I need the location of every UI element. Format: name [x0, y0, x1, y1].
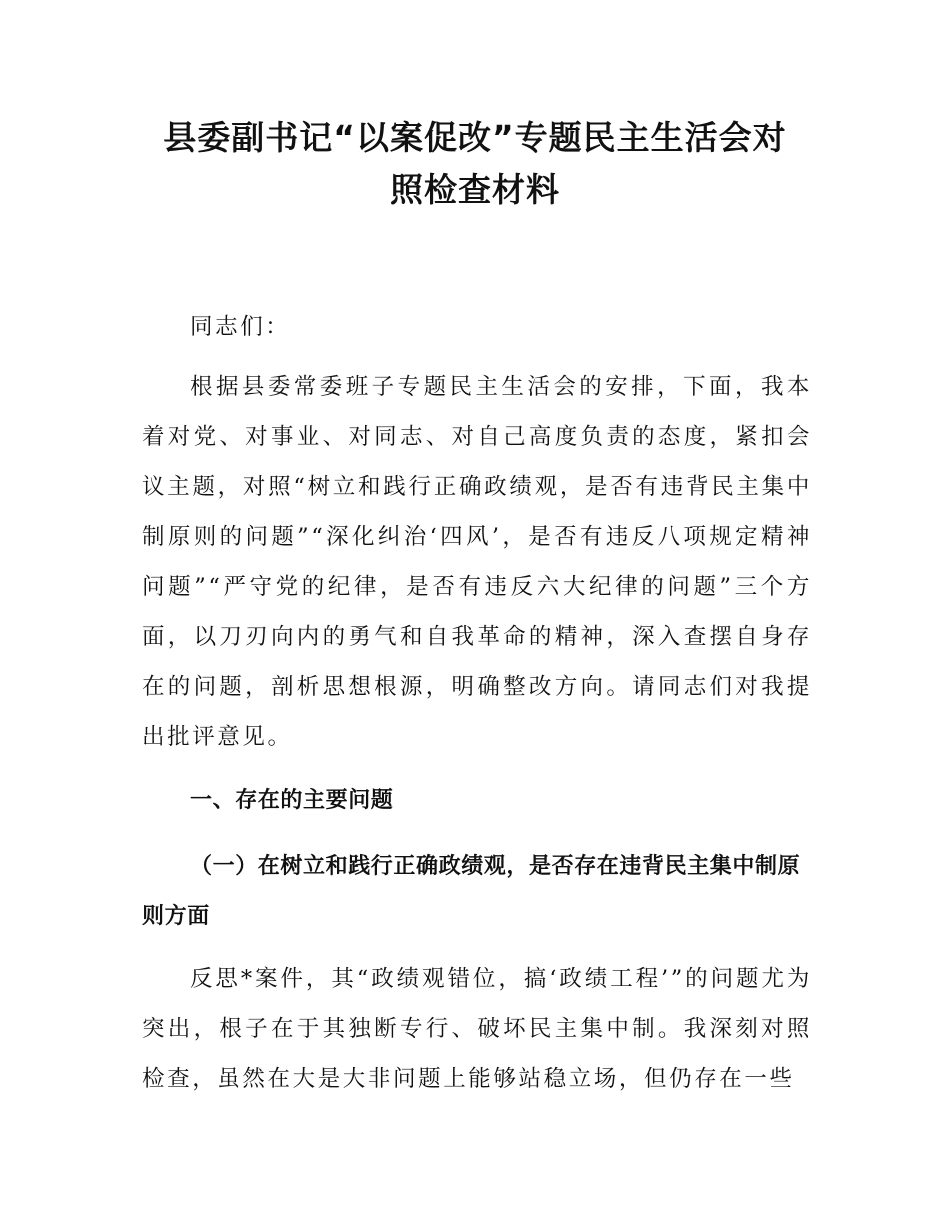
title-line-2: 照检查材料 [390, 170, 560, 209]
document-title [140, 112, 810, 216]
subsection-heading: （一）在树立和践行正确政绩观，是否存在违背民主集中制原则方面 [142, 854, 801, 929]
section-heading: 一、存在的主要问题 [190, 788, 394, 813]
section-paragraph: 反思*案件，其“政绩观错位，搞‘政绩工程’”的问题尤为突出，根子在于其独断专行、破坏民主集中制。我深刻对照检查，虽然在大是大非问题上能够站稳立场，但仍存在一些 [142, 966, 812, 1092]
intro-paragraph: 根据县委常委班子专题民主生活会的安排，下面，我本着对党、对事业、对同志、对自己高度负责的态度，紧扣会议主题，对照“树立和践行正确政绩观，是否有违背民主集中制原则的问题”“深化纠治‘四风’，是否有违反八项规定精神问题”“严守党的纪律，是否有违反六大纪律的问题”三个方面，以刀刃向内的勇气和自我革命的精神，深入查摆自身存在的问题，剖析思想根源，明确整改方向。请同志们对我提出批评意见。 [142, 374, 812, 750]
title-line-1: 县委副书记“以案促改”专题民主生活会对 [163, 118, 787, 157]
greeting: 同志们： [190, 314, 291, 340]
